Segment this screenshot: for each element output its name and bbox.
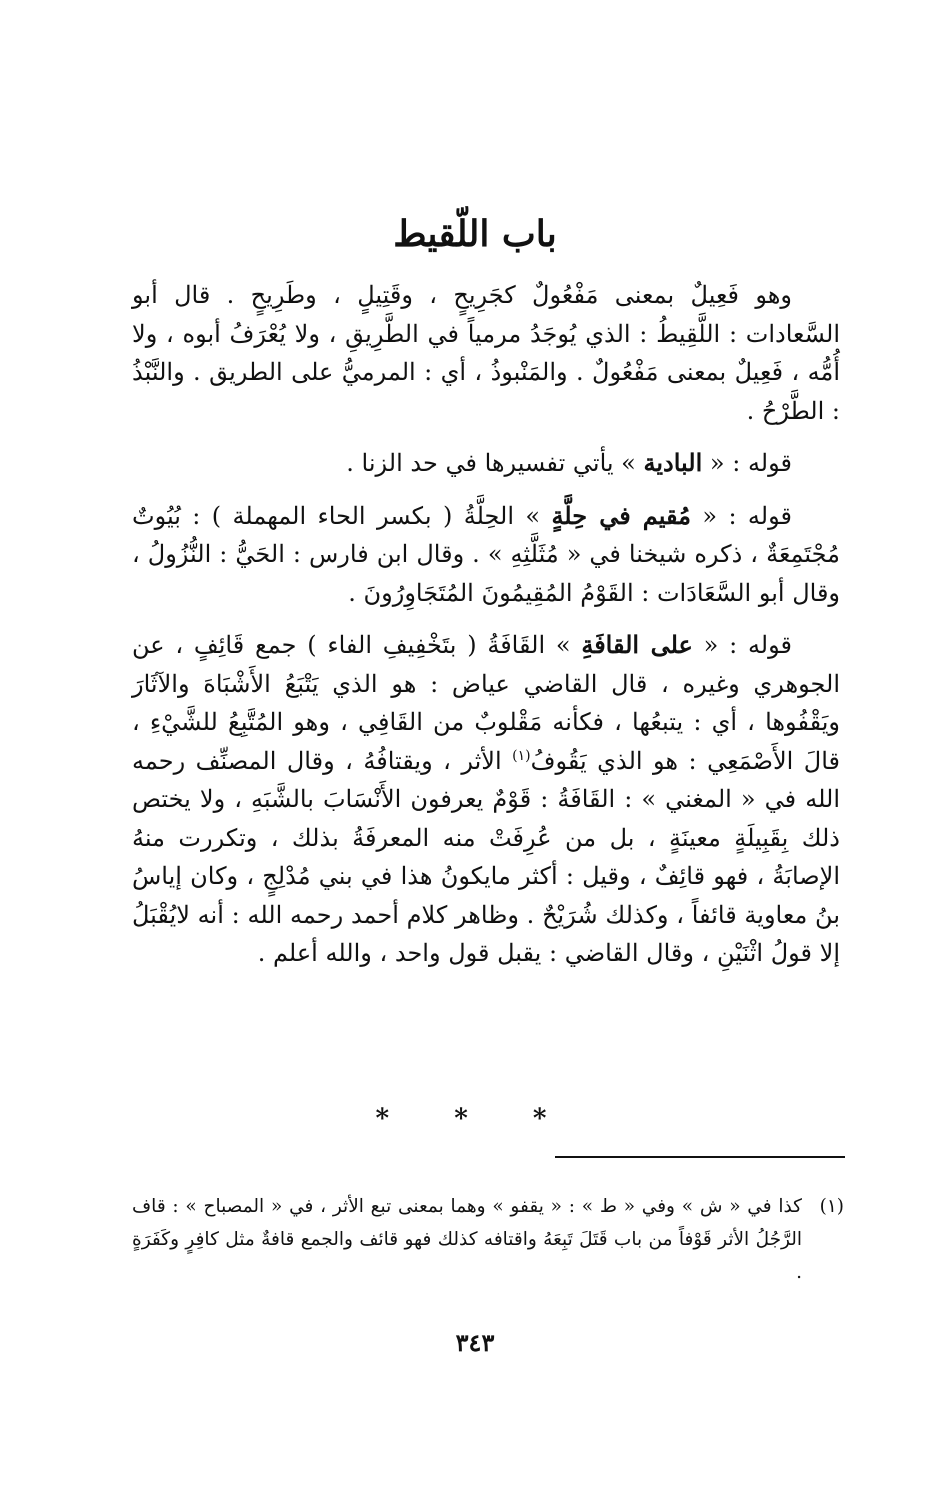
body-text xyxy=(132,276,840,987)
footnote-text: كذا في « ش » وفي « ط » : « يقفو » وهما بمعنى تبع الأثر ، في « المصباح » : قاف الرَّجُلُ الأثر قَوْفاً من باب قَتَلَ تَبِعَهُ واقتافه كذلك فهو قائف والجمع قافةٌ مثل كافِرٍ وكَفَرَةٍ . xyxy=(132,1196,802,1283)
paragraph-term: مُقيم في حِلَّةٍ xyxy=(551,500,691,530)
paragraph-lead: قوله : « xyxy=(691,501,792,530)
footnote-divider xyxy=(555,1156,845,1158)
footnote-number: (١) xyxy=(819,1196,844,1217)
paragraph-qafa xyxy=(132,626,840,973)
paragraph-text: » الحِلَّةُ ( بكسر الحاء المهملة ) : بُيُوتٌ مُجْتَمِعَةٌ ، ذكره شيخنا في « مُثَلَّثِهِ » . وقال ابن فارس : الحَيُّ : النُّزُولُ ، وقال أبو السَّعَادَات : القَوْمُ المُقِيمُونَ المُتَجَاوِرُونَ . xyxy=(132,501,840,607)
paragraph-text: » يأتي تفسيرها في حد الزنا . xyxy=(346,449,644,477)
paragraph-text-after-ref: الأثر ، ويقتافُهُ ، وقال المصنِّف رحمه الله في « المغني » : القَافَةُ : قَوْمٌ يعرفون الأَنْسَابَ بالشَّبَهِ ، ولا يختص ذلك بِقَبِيلَةٍ معينَةٍ ، بل من عُرِفَتْ منه المعرفَةُ بذلك ، وتكررت منهُ الإصابَةُ ، فهو قائِفٌ ، وقيل : أكثر مايكونُ هذا في بني مُدْلِجٍ ، وكان إياسُ بنُ معاوية قائفاً ، وكذلك شُرَيْحٌ . وظاهر كلام أحمد رحمه الله : أنه لايُقْبَلُ إلا قولُ اثْنَيْنِ ، وقال القاضي : يقبل قول واحد ، والله أعلم . xyxy=(132,746,840,967)
paragraph-hilla xyxy=(132,497,840,613)
paragraph-text: وهو فَعِيلٌ بمعنى مَفْعُولٌ كجَرِيحٍ ، وقَتِيلٍ ، وطَرِيحٍ . قال أبو السَّعادات : اللَّقِيطُ : الذي يُوجَدُ مرمياً في الطَّرِيقِ ، ولا يُعْرَفُ أبوه ، ولا أُمُّه ، فَعِيلٌ بمعنى مَفْعُولٌ . والمَنْبوذُ ، أي : المرميُّ على الطريق . والنَّبْذُ : الطَّرْحُ . xyxy=(132,281,840,425)
paragraph-badiya xyxy=(132,444,840,483)
section-separator: * * * xyxy=(375,1104,575,1134)
paragraph-text-before-ref: » القَافَةُ ( بتَخْفِيفِ الفاء ) جمع قَائِفٍ ، عن الجوهري وغيره ، قال القاضي عياض : هو الذي يَتْبَعُ الأَشْبَاهَ والآثَارَ ويَقْفُوها ، أي : يتبعُها ، فكأنه مَقْلوبٌ من القَافِي ، وهو المُتَّبِعُ للشَّيْءِ ، قالَ الأَصْمَعِي : هو الذي يَقُوفُ xyxy=(132,631,840,775)
footnote-reference[interactable]: (١) xyxy=(512,747,531,764)
chapter-title: باب اللّقيط xyxy=(393,213,557,255)
paragraph-lead: قوله : « xyxy=(702,449,792,477)
paragraph-lead: قوله : « xyxy=(692,631,792,659)
paragraph-term: البادية xyxy=(643,448,703,477)
footnote-item xyxy=(132,1190,844,1289)
paragraph-term: على القافَةِ xyxy=(581,630,693,659)
paragraph-definition xyxy=(132,276,840,430)
page-number: ٣٤٣ xyxy=(455,1328,495,1357)
footnotes xyxy=(132,1190,844,1289)
